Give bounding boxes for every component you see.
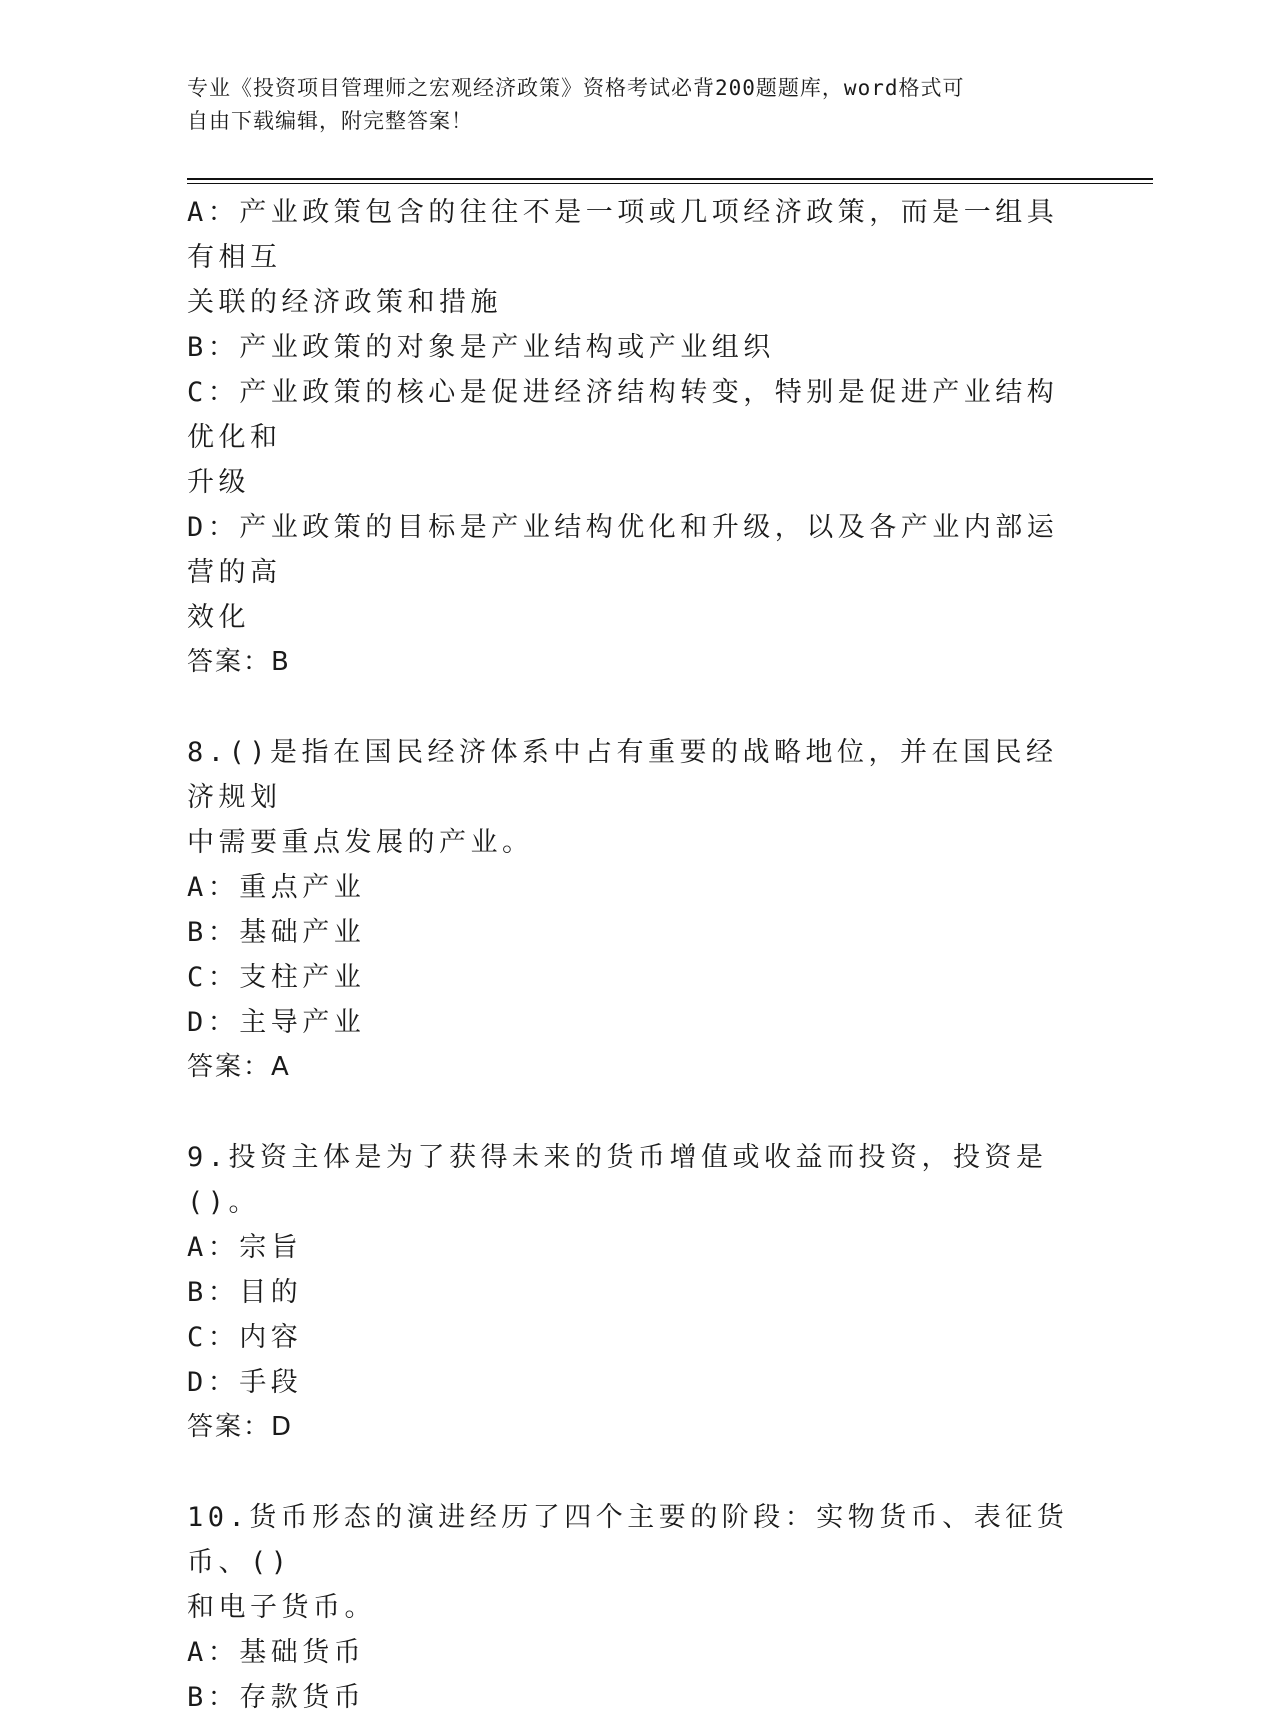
q8-answer: 答案：A (187, 1052, 291, 1082)
q7-answer: 答案：B (187, 647, 291, 677)
q9-stem-line-1: 9.投资主体是为了获得未来的货币增值或收益而投资，投资是()。 (187, 1142, 1048, 1218)
q9-answer: 答案：D (187, 1412, 294, 1442)
q7-option-d-line-1: D：产业政策的目标是产业结构优化和升级，以及各产业内部运营的高 (187, 512, 1059, 588)
q8-option-a: A：重点产业 (187, 872, 366, 903)
q9-option-d: D：手段 (187, 1367, 303, 1398)
q10-stem-line-2: 和电子货币。 (187, 1592, 376, 1623)
q9-option-a: A：宗旨 (187, 1232, 303, 1263)
header-divider-thin (187, 183, 1153, 184)
q7-option-d-line-2: 效化 (187, 602, 250, 633)
question-9 (187, 1135, 1077, 1450)
q7-option-c-line-2: 升级 (187, 467, 250, 498)
header-line-2: 自由下载编辑，附完整答案！ (187, 109, 473, 133)
q8-option-c: C：支柱产业 (187, 962, 366, 993)
question-10 (187, 1495, 1077, 1720)
document-header (187, 72, 1067, 138)
q10-stem-line-1: 10.货币形态的演进经历了四个主要的阶段：实物货币、表征货币、() (187, 1502, 1069, 1578)
q9-option-c: C：内容 (187, 1322, 303, 1353)
q7-option-a-line-1: A：产业政策包含的往往不是一项或几项经济政策，而是一组具有相互 (187, 197, 1059, 273)
q8-stem-line-1: 8.()是指在国民经济体系中占有重要的战略地位，并在国民经济规划 (187, 737, 1058, 813)
q10-option-a: A：基础货币 (187, 1637, 366, 1668)
q8-stem-line-2: 中需要重点发展的产业。 (187, 827, 534, 858)
q7-option-b: B：产业政策的对象是产业结构或产业组织 (187, 332, 775, 363)
q10-option-b: B：存款货币 (187, 1682, 366, 1713)
q7-option-c-line-1: C：产业政策的核心是促进经济结构转变，特别是促进产业结构优化和 (187, 377, 1059, 453)
question-list (187, 190, 1077, 1720)
header-line-1: 专业《投资项目管理师之宏观经济政策》资格考试必背200题题库，word格式可 (187, 76, 965, 100)
q8-option-b: B：基础产业 (187, 917, 366, 948)
q9-option-b: B：目的 (187, 1277, 303, 1308)
header-divider-thick (187, 178, 1153, 180)
q7-option-a-line-2: 关联的经济政策和措施 (187, 287, 502, 318)
question-7-continuation (187, 190, 1077, 685)
question-8 (187, 730, 1077, 1090)
q8-option-d: D：主导产业 (187, 1007, 366, 1038)
